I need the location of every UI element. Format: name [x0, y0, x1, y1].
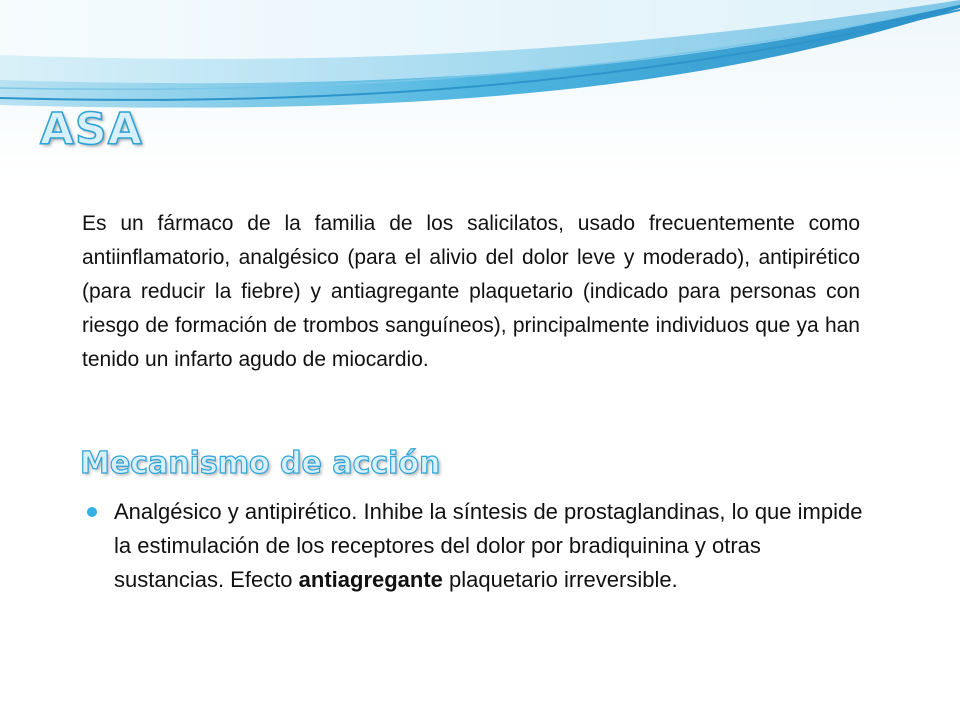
bullet-list [82, 495, 872, 597]
definition-paragraph: Es un fármaco de la familia de los salicilatos, usado frecuentemente como antiinflamatorio, analgésico (para el alivio del dolor leve y moderado), antipirético (para reducir la fiebre) y antiagregante plaquetario (indicado para personas con riesgo de formación de trombos sanguíneos), principalmente individuos que ya han tenido un infarto agudo de miocardio. [82, 212, 860, 371]
bullet-text-start: Analgésico y antipirético. Inhibe la síntesis de prostaglandinas, lo que impide la estimulación de los receptores del dolor por bradiquinina y otras sustancias. Efecto [114, 499, 863, 592]
decorative-wave-header [0, 0, 960, 120]
section-subtitle: Mecanismo de acción [80, 446, 441, 481]
slide-title: ASA [40, 104, 143, 155]
bullet-item [82, 495, 872, 597]
bullet-text-end: plaquetario irreversible. [442, 567, 678, 592]
bullet-bold-term: antiagregante [298, 567, 443, 592]
bullet-dot-icon [87, 507, 97, 517]
